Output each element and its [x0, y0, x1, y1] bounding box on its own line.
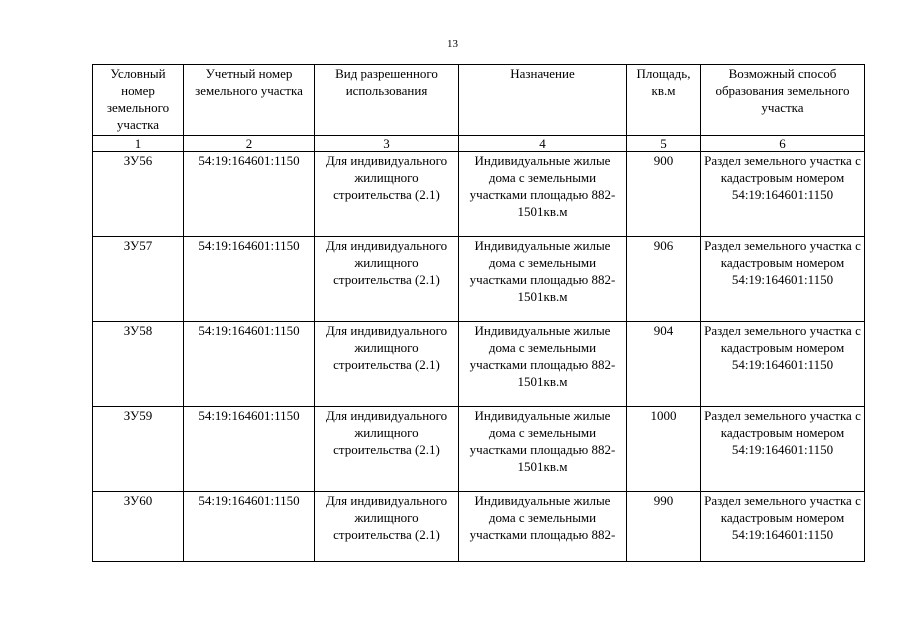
plot-id: ЗУ56	[93, 152, 184, 237]
permitted-use: Для индивидуального жилищного строительства (2.1)	[315, 407, 459, 492]
page-number: 13	[447, 38, 458, 50]
formation-method: Раздел земельного участка с кадастровым номером 54:19:164601:1150	[701, 407, 865, 492]
area: 906	[627, 237, 701, 322]
permitted-use: Для индивидуального жилищного строительства (2.1)	[315, 152, 459, 237]
area-text: 990	[653, 493, 674, 508]
table-row	[93, 492, 865, 562]
purpose: Индивидуальные жилые дома с земельными участками площадью 882-1501кв.м	[459, 237, 627, 322]
permitted-use: Для индивидуального жилищного строительства (2.1)	[315, 237, 459, 322]
plot-id: ЗУ57	[93, 237, 184, 322]
permitted-use-text: Для индивидуального жилищного строительства (2.1)	[325, 493, 448, 542]
formation-method: Раздел земельного участка с кадастровым номером 54:19:164601:1150	[701, 152, 865, 237]
account-number: 54:19:164601:1150	[184, 152, 315, 237]
formation-method: Раздел земельного участка с кадастровым номером 54:19:164601:1150	[701, 237, 865, 322]
area: 900	[627, 152, 701, 237]
account-number: 54:19:164601:1150	[184, 237, 315, 322]
purpose: Индивидуальные жилые дома с земельными участками площадью 882-1501кв.м	[459, 152, 627, 237]
account-number	[184, 492, 315, 562]
table-row	[93, 407, 865, 492]
column-header: Назначение	[459, 65, 627, 136]
column-header: Площадь, кв.м	[627, 65, 701, 136]
purpose: Индивидуальные жилые дома с земельными участками площадью 882-1501кв.м	[459, 407, 627, 492]
column-number: 5	[627, 136, 701, 152]
column-number: 6	[701, 136, 865, 152]
column-header: Вид разрешенного использования	[315, 65, 459, 136]
column-number: 4	[459, 136, 627, 152]
formation-method: Раздел земельного участка с кадастровым номером 54:19:164601:1150	[701, 322, 865, 407]
plot-id: ЗУ58	[93, 322, 184, 407]
column-header: Условный номер земельного участка	[93, 65, 184, 136]
land-plots-table	[92, 64, 865, 562]
account-number-text: 54:19:164601:1150	[198, 493, 300, 508]
plot-id: ЗУ59	[93, 407, 184, 492]
table-row	[93, 237, 865, 322]
plot-id	[93, 492, 184, 562]
formation-method	[701, 492, 865, 562]
plot-id-text: ЗУ60	[123, 493, 153, 508]
permitted-use: Для индивидуального жилищного строительства (2.1)	[315, 322, 459, 407]
column-number: 2	[184, 136, 315, 152]
column-number: 1	[93, 136, 184, 152]
account-number: 54:19:164601:1150	[184, 407, 315, 492]
column-number-row	[93, 136, 865, 152]
purpose: Индивидуальные жилые дома с земельными участками площадью 882-1501кв.м	[459, 322, 627, 407]
area: 904	[627, 322, 701, 407]
column-header: Возможный способ образования земельного участка	[701, 65, 865, 136]
formation-method-text: Раздел земельного участка с кадастровым номером 54:19:164601:1150	[704, 493, 861, 542]
table-row	[93, 152, 865, 237]
area: 1000	[627, 407, 701, 492]
column-number: 3	[315, 136, 459, 152]
purpose-text: Индивидуальные жилые дома с земельными участками площадью 882-	[469, 493, 616, 542]
column-header: Учетный номер земельного участка	[184, 65, 315, 136]
purpose	[459, 492, 627, 562]
table-row	[93, 322, 865, 407]
table-header-row	[93, 65, 865, 136]
account-number: 54:19:164601:1150	[184, 322, 315, 407]
permitted-use	[315, 492, 459, 562]
area	[627, 492, 701, 562]
